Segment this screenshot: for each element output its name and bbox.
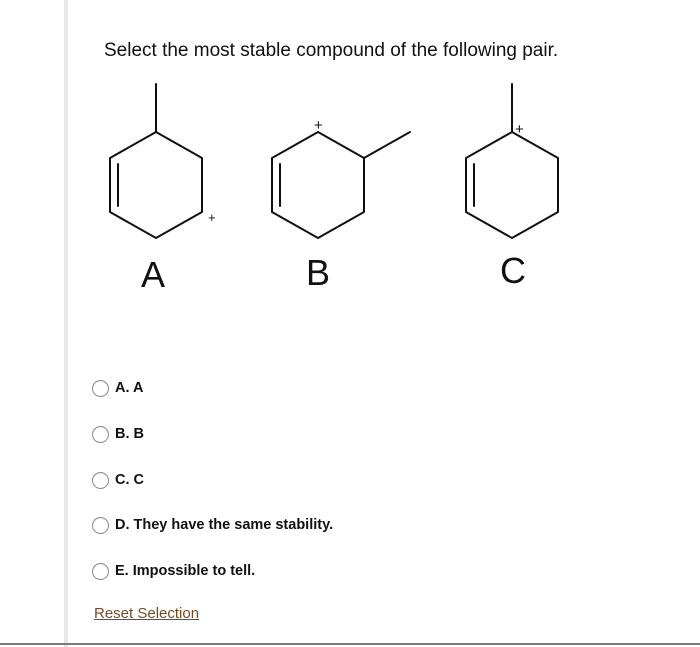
structure-a-label: A — [141, 254, 166, 295]
structure-b-ring — [272, 132, 410, 238]
option-d-radio[interactable] — [92, 517, 109, 534]
option-c-radio[interactable] — [92, 472, 109, 489]
reset-selection-link[interactable]: Reset Selection — [94, 605, 200, 622]
structure-c-ring — [466, 84, 558, 238]
structure-b-label: B — [306, 252, 331, 293]
structure-a-ring — [110, 84, 202, 238]
option-c[interactable] — [92, 468, 144, 492]
option-b-label: B. B — [115, 426, 144, 442]
structures-drawing — [0, 70, 700, 300]
option-e-label: E. Impossible to tell. — [115, 563, 256, 579]
structure-b-charge: + — [314, 117, 323, 134]
option-a-radio[interactable] — [92, 380, 109, 397]
structure-c-label: C — [500, 250, 526, 291]
option-d-label: D. They have the same stability. — [115, 517, 334, 533]
structure-a-charge: + — [208, 210, 216, 225]
option-b-radio[interactable] — [92, 426, 109, 443]
structure-c-charge: + — [515, 121, 524, 138]
bottom-divider — [0, 643, 700, 645]
option-e-radio[interactable] — [92, 563, 109, 580]
option-a[interactable] — [92, 376, 143, 400]
option-b[interactable] — [92, 422, 144, 446]
question-text: Select the most stable compound of the following pair. — [104, 40, 559, 61]
option-c-label: C. C — [115, 472, 144, 488]
option-e[interactable] — [92, 559, 255, 583]
structures-figure — [0, 70, 700, 300]
option-d[interactable] — [92, 513, 333, 537]
option-a-label: A. A — [115, 380, 144, 396]
